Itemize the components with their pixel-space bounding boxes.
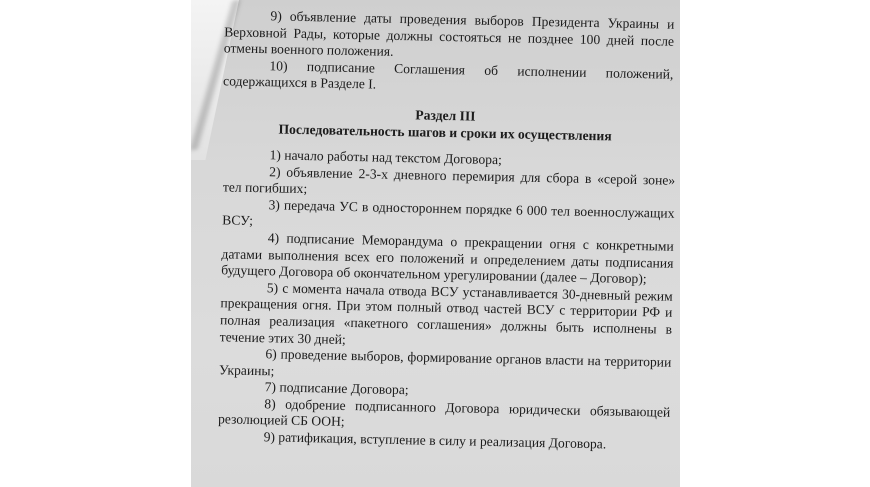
step-1: 1) начало работы над текстом Договора; [269, 147, 503, 168]
step-3: 3) передача УС в одностороннем порядке 6 000 тел военнослужащих ВСУ; [222, 197, 675, 229]
section-title: Последовательность шагов и сроки их осуществления [278, 121, 612, 144]
document-photo [191, 0, 680, 487]
document-page [203, 0, 680, 487]
section-number: Раздел III [415, 107, 476, 124]
step-7: 7) подписание Договора; [264, 379, 409, 398]
step-4: 4) подписание Меморандума о прекращении огня с конкретными датами выполнения всех его положений и определением даты подписания будущего Договора об окончательном урегулировании (далее – Договор); [221, 230, 674, 287]
step-2: 2) объявление 2-3-х дневного перемирия для сбора в «серой зоне» тел погибших; [222, 163, 676, 197]
step-9: 9) ратификация, вступление в силу и реализация Договора. [263, 429, 607, 452]
step-6: 6) проведение выборов, формирование органов власти на территории Украины; [218, 346, 672, 379]
section-ii-continuation [211, 0, 680, 100]
steps-list [204, 136, 680, 454]
step-8: 8) одобрение подписанного Договора юридически обязывающей резолюцией СБ ООН; [217, 396, 671, 430]
top-item-10: 10) подписание Соглашения об исполнении положений, содержащихся в Разделе I. [222, 58, 674, 92]
top-item-9: 9) объявление даты проведения выборов Президента Украины и Верховной Рады, которые должны состояться не позднее 100 дней после отмены военного положения. [223, 8, 675, 60]
step-5: 5) с момента начала отвода ВСУ устанавливается 30-дневный режим прекращения огня. При этом полный отвод частей ВСУ с территории РФ и полная реализация «пакетного соглашения» должны быть исполнены в течение этих 30 дней; [219, 279, 673, 347]
